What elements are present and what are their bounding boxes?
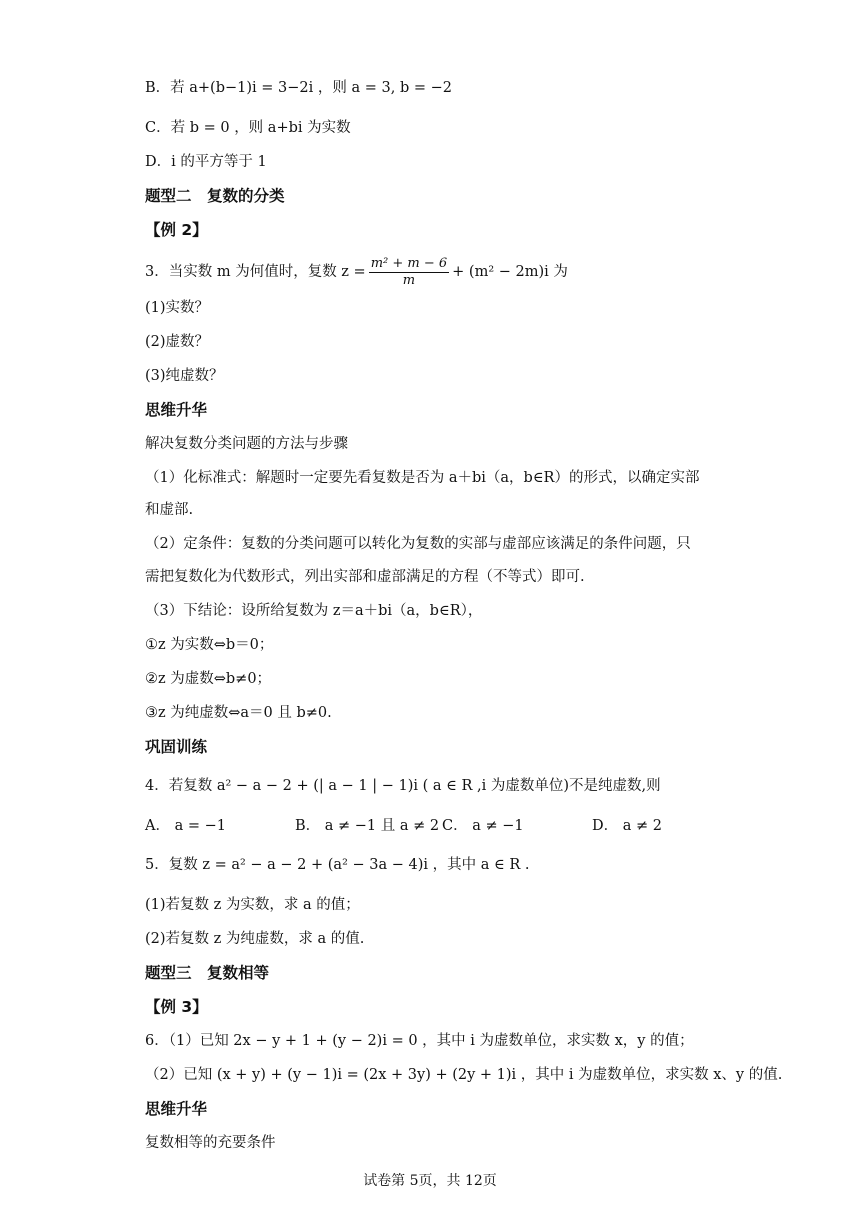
section2-title: 题型二 复数的分类 — [145, 187, 285, 205]
question-6-part2: （2）已知 (x + y) + (y − 1)i = (2x + 3y) + (2y + 1)i ，其中 i 为虚数单位，求实数 x、y 的值. — [145, 1067, 783, 1083]
q3-fraction-numerator: m² + m − 6 — [370, 255, 448, 271]
step1-line1: （1）化标准式：解题时一定要先看复数是否为 a＋bi（a，b∈R）的形式，以确定实部 — [145, 470, 700, 486]
q3-fraction-denominator: m — [402, 272, 416, 288]
condition-imaginary: ②z 为虚数⇔b≠0； — [145, 671, 272, 687]
option-b: B．若 a+(b−1)i = 3−2i ，则 a = 3, b = −2 — [145, 80, 452, 96]
question-6-part1: 6．（1）已知 2x − y + 1 + (y − 2)i = 0 ，其中 i 为虚数单位，求实数 x，y 的值； — [145, 1033, 694, 1049]
example3-label: 【例 3】 — [145, 998, 208, 1016]
thinking-title-1: 思维升华 — [145, 401, 208, 419]
q3-part2: (2)虚数？ — [145, 334, 210, 350]
option-c: C．若 b = 0 ，则 a+bi 为实数 — [145, 120, 351, 136]
q4-option-b: B． a ≠ −1 且 a ≠ 2 — [295, 818, 440, 834]
practice-title: 巩固训练 — [145, 738, 208, 756]
step1-line2: 和虚部. — [145, 502, 194, 518]
step3: （3）下结论：设所给复数为 z＝a＋bi（a，b∈R）， — [145, 603, 483, 619]
option-d: D．i 的平方等于 1 — [145, 154, 267, 170]
condition-pure-imaginary: ③z 为纯虚数⇔a＝0 且 b≠0. — [145, 705, 332, 721]
question-4: 4．若复数 a² − a − 2 + (| a − 1 | − 1)i ( a ∈ R ,i 为虚数单位)不是纯虚数,则 — [145, 778, 661, 794]
q3-fraction — [369, 256, 449, 289]
method-title: 解决复数分类问题的方法与步骤 — [145, 436, 348, 452]
q3-suffix: + (m² − 2m)i 为 — [452, 264, 568, 280]
step2-line1: （2）定条件：复数的分类问题可以转化为复数的实部与虚部应该满足的条件问题，只 — [145, 536, 691, 552]
q3-part1: (1)实数？ — [145, 300, 210, 316]
q4-option-a: A． a = −1 — [145, 818, 226, 834]
q3-part3: (3)纯虚数？ — [145, 368, 224, 384]
section3-title: 题型三 复数相等 — [145, 964, 270, 982]
question-5: 5．复数 z = a² − a − 2 + (a² − 3a − 4)i ，其中 a ∈ R . — [145, 857, 530, 873]
q3-prefix: 3．当实数 m 为何值时，复数 z = — [145, 264, 366, 280]
condition-real: ①z 为实数⇔b＝0； — [145, 637, 274, 653]
q5-part2: (2)若复数 z 为纯虚数，求 a 的值. — [145, 931, 365, 947]
step2-line2: 需把复数化为代数形式，列出实部和虚部满足的方程（不等式）即可. — [145, 569, 585, 585]
example2-label: 【例 2】 — [145, 221, 208, 239]
q5-part1: (1)若复数 z 为实数，求 a 的值； — [145, 897, 360, 913]
thinking-title-2: 思维升华 — [145, 1100, 208, 1118]
page-footer: 试卷第 5页，共 12页 — [363, 1173, 497, 1189]
q4-option-d: D． a ≠ 2 — [592, 818, 662, 834]
question-3 — [145, 254, 800, 290]
q4-option-c: C． a ≠ −1 — [442, 818, 524, 834]
equality-condition: 复数相等的充要条件 — [145, 1135, 276, 1151]
